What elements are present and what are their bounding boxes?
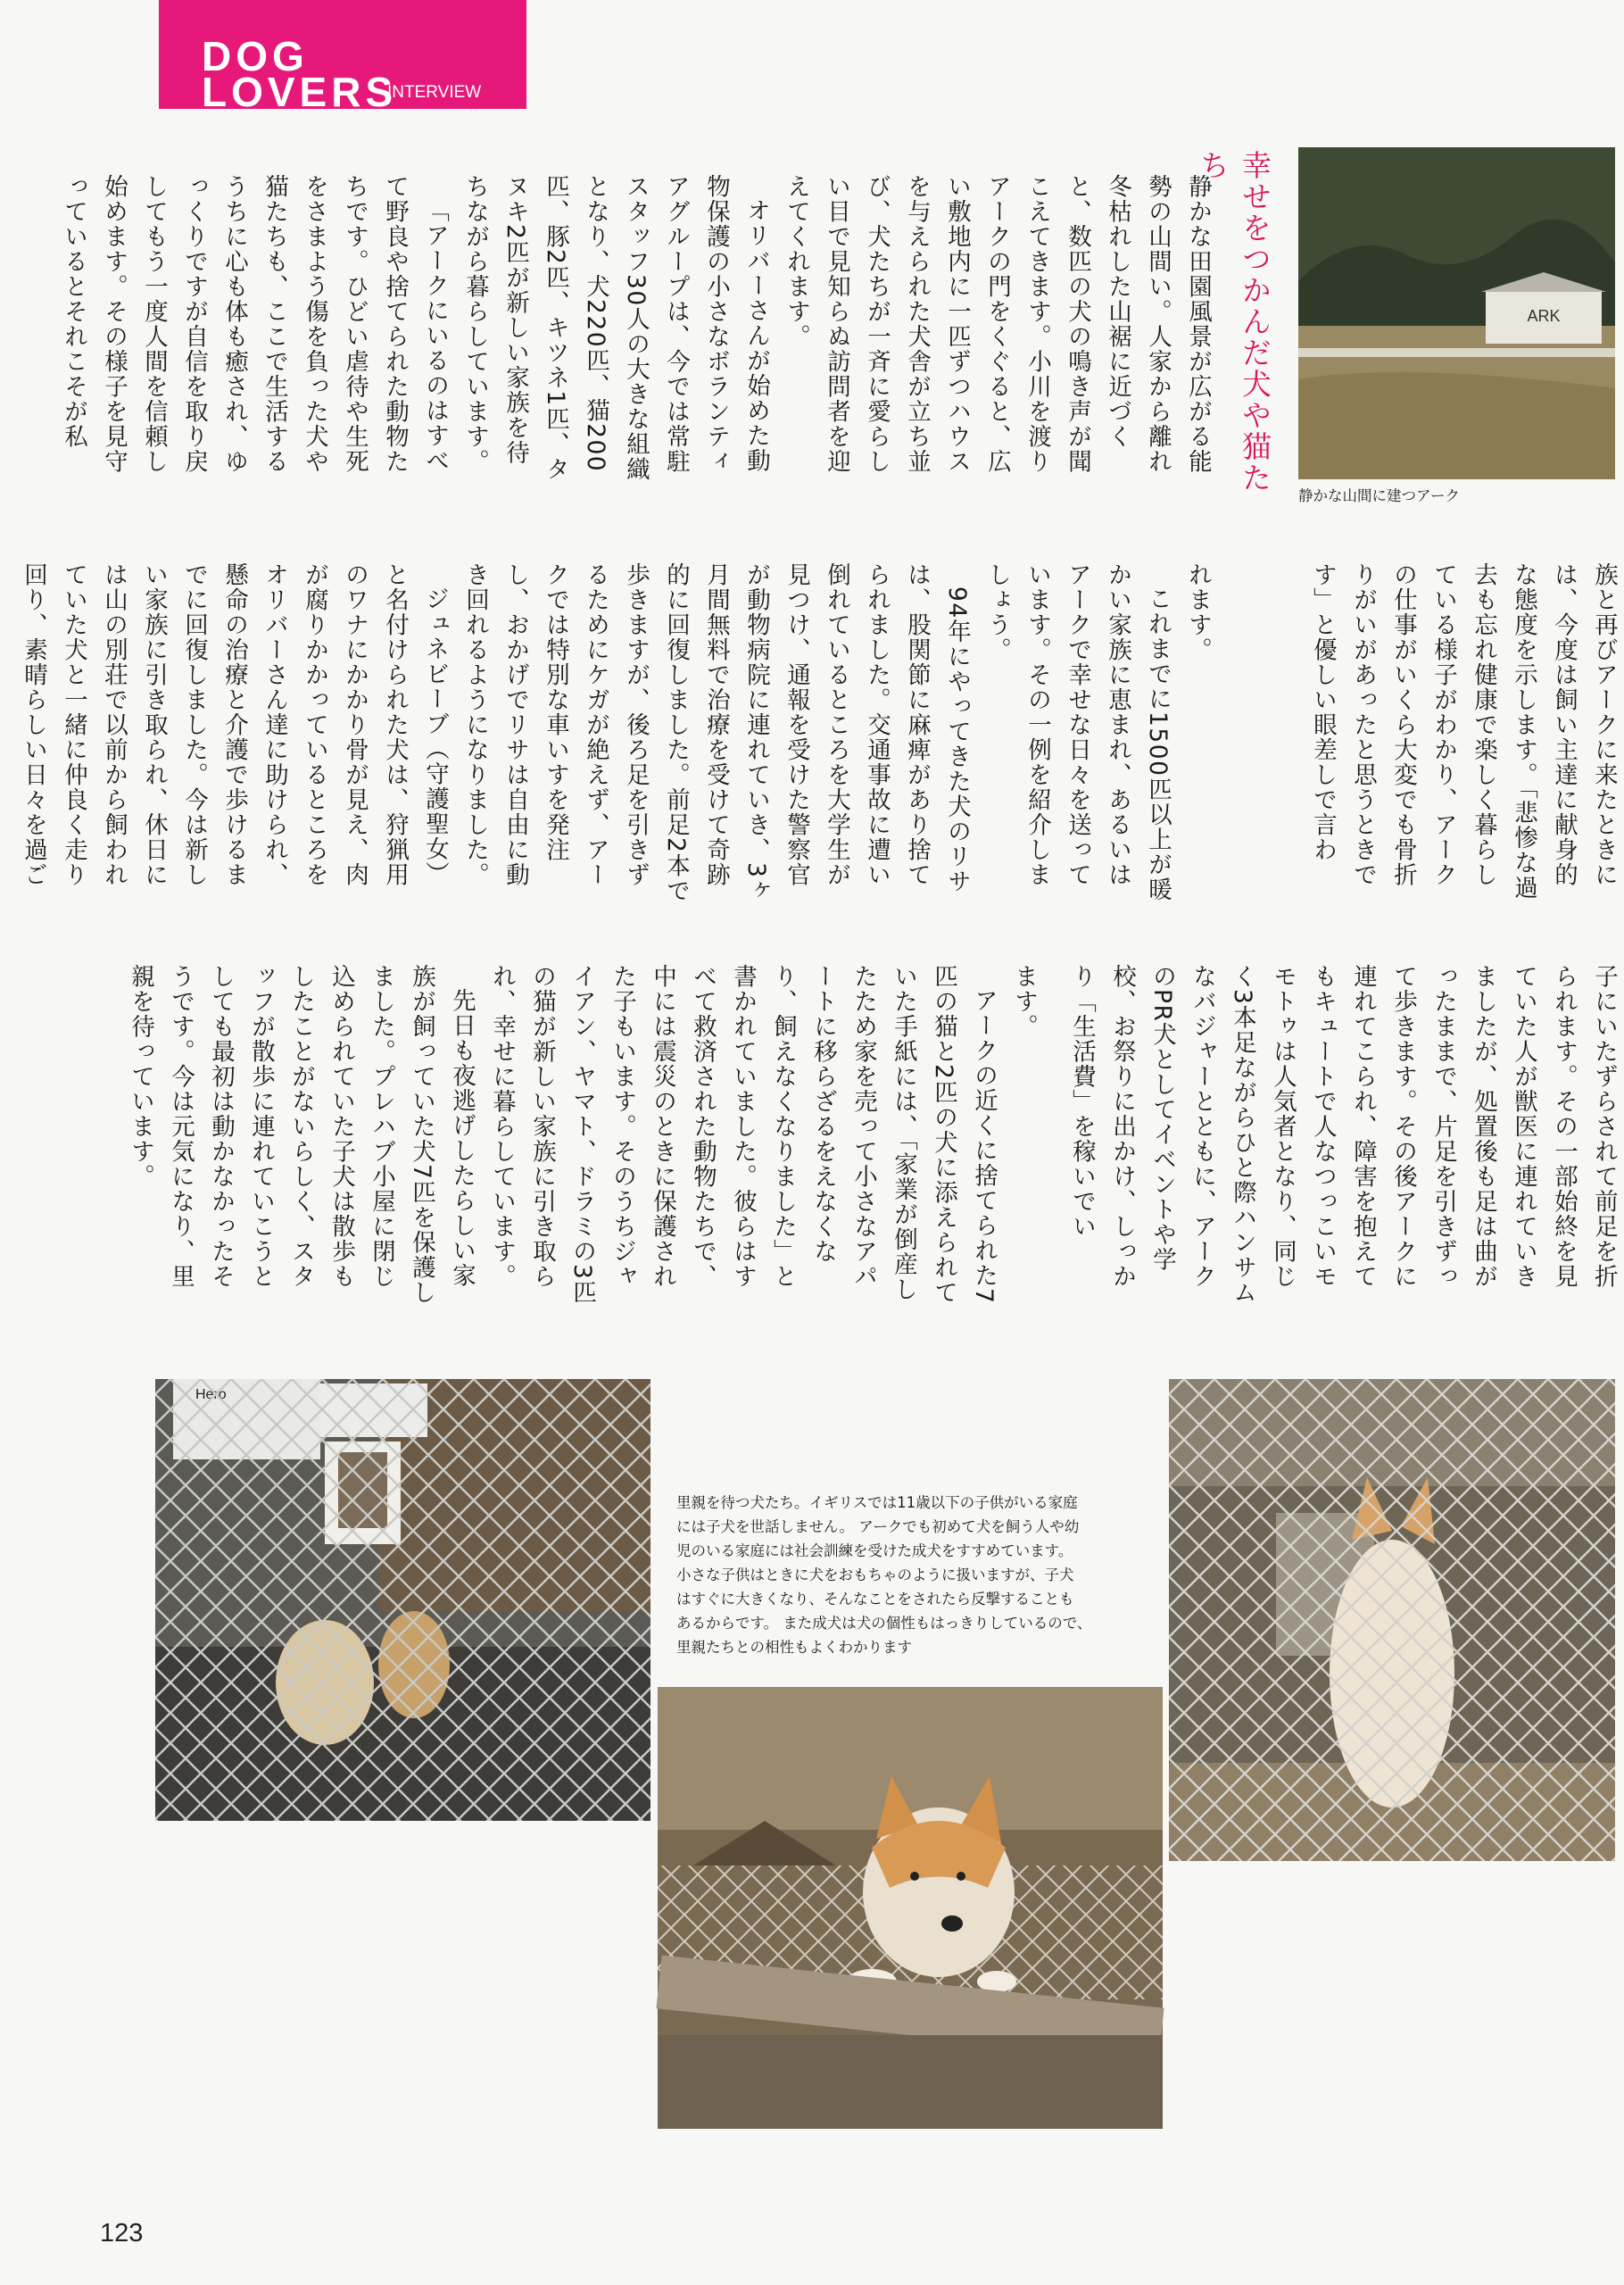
paragraph: ます。 <box>1010 964 1038 1039</box>
page-number: 123 <box>100 2219 144 2248</box>
section-label: INTERVIEW <box>387 83 482 102</box>
article-body-block-1 <box>60 174 1218 482</box>
paragraph: オリバーさんが始めた動物保護の小さなボランティアグループは、今では常駐スタッフ30人の大きな組織となり、犬220匹、猫200匹、豚2匹、キツネ1匹、タヌキ2匹が新しい家族を待ちながら暮らしています。 <box>461 174 770 482</box>
paragraph: 先日も夜逃げしたらしい家族が飼っていた犬7匹を保護しました。プレハブ小屋に閉じ込められていた子犬は散歩もしたことがないらしく、スタッフが散歩に連れていこうとしても最初は動かなかったそうです。今は元気になり、里親を待っています。 <box>127 964 476 1306</box>
ark-building-photo <box>1298 147 1615 479</box>
caption-line: 児のいる家庭には社会訓練を受けた成犬をすすめています。 <box>676 1542 1073 1559</box>
caption-line: 里親たちとの相性もよくわかります <box>676 1639 912 1656</box>
caption-line: はすぐに大きくなり、そんなことをされたら反撃することも <box>676 1591 1074 1608</box>
caption-line: には子犬を世話しません。 アークでも初めて犬を飼う人や幼 <box>676 1518 1080 1535</box>
section-title-line2: LOVERS <box>202 69 398 115</box>
paragraph: これまでに1500匹以上が暖かい家族に恵まれ、あるいはアークで幸せな日々を送っています。その一例を紹介しましょう。 <box>983 562 1172 902</box>
section-title-line1: DOG <box>202 33 309 79</box>
magazine-section-header <box>159 0 526 115</box>
article-body-block-3-edge <box>1068 964 1624 1312</box>
kennel-photo-left <box>155 1379 650 1821</box>
akita-dog-photo <box>658 1687 1163 2129</box>
paragraph: アークの近くに捨てられた7匹の猫と2匹の犬に添えられていた手紙には、「家業が倒産したため家を売って小さなアパートに移らざるをえなくなり、飼えなくなりました」と書かれていました。彼らはすべて救済された動物たちで、中には震災のときに保護された子もいます。そのうちジャイアン、ヤマト、ドラミの3匹の猫が新しい家族に引き取られ、幸せに暮らしています。 <box>488 964 998 1306</box>
kennel-photo-right <box>1169 1379 1615 1861</box>
paragraph: 「アークにいるのはすべて野良や捨てられた動物たちです。ひどい虐待や生死をさまよう傷を負った犬や猫たちも、ここで生活するうちに心も体も癒され、ゆっくりですが自信を取り戻してもう一度人間を信頼し始めます。その様子を見守っているとそれこそが私 <box>60 174 449 474</box>
caption-line: あるからです。 また成犬は犬の個性もはっきりしているので、 <box>676 1615 1092 1632</box>
paragraph: 子にいたずらされて前足を折られます。その一部始終を見ていた人が獣医に連れていきましたが、処置後も足は曲がったままで、片足を引きずって歩きます。その後アークに連れてこられ、障害を抱えてもキュートで人なつっこいモモトゥは人気者となり、同じく3本足ながらひと際ハンサムなバジャーとともに、アークのPR犬としてイベントや学校、お祭りに出かけ、しっかり「生活費」を稼いでい <box>1068 964 1618 1306</box>
paragraph: 94年にやってきた犬のリサは、股関節に麻痺があり捨てられました。交通事故に遭い倒れているところを大学生が見つけ、通報を受けた警察官が動物病院に連れていき、3ヶ月間無料で治療を受けて奇跡的に回復しました。前足2本で歩きますが、後ろ足を引きずるためにケガが絶えず、アークでは特別な車いすを発注し、おかげでリサは自由に動き回れるようになりました。 <box>461 562 971 904</box>
paragraph: 静かな田園風景が広がる能勢の山間い。人家から離れ冬枯れした山裾に近づくと、数匹の犬の鳴き声が聞こえてきます。小川を渡りアークの門をくぐると、広い敷地内に一匹ずつハウスを与えられた犬舎が立ち並び、犬たちが一斉に愛らしい目で見知らぬ訪問者を迎えてくれます。 <box>783 174 1212 474</box>
caption-line: 小さな子供はときに犬をおもちゃのように扱いますが、子犬 <box>676 1566 1074 1583</box>
paragraph: 族と再びアークに来たときには、今度は飼い主達に献身的な態度を示します。「悲惨な過去も忘れ健康で楽しく暮らしている様子がわかり、アークの仕事がいくら大変でも骨折りがいがあったと思うときです」と優しい眼差しで言わ <box>1309 562 1618 901</box>
photo-caption <box>676 1491 1158 1659</box>
article-body-block-2-edge <box>1309 562 1624 910</box>
ark-sign-text: ARK <box>1527 307 1561 325</box>
caption-line: 里親を待つ犬たち。イギリスでは11歳以下の子供がいる家庭 <box>676 1494 1078 1511</box>
ark-photo-caption: 静かな山間に建つアーク <box>1298 487 1461 504</box>
paragraph: れます。 <box>1184 562 1212 662</box>
article-body-block-2 <box>20 562 1218 910</box>
paragraph: ジュネビーブ（守護聖女）と名付けられた犬は、狩猟用のワナにかかり骨が見え、肉が腐りかかっているところをオリバーさん達に助けられ、懸命の治療と介護で歩けるまでに回復しました。今は新しい家族に引き取られ、休日には山の別荘で以前から飼われていた犬と一緒に仲良く走り回り、素晴らしい日々を過ご <box>20 562 449 887</box>
article-body-block-3 <box>127 964 1044 1312</box>
article-headline: 幸せをつかんだ犬や猫たち <box>1196 150 1272 494</box>
